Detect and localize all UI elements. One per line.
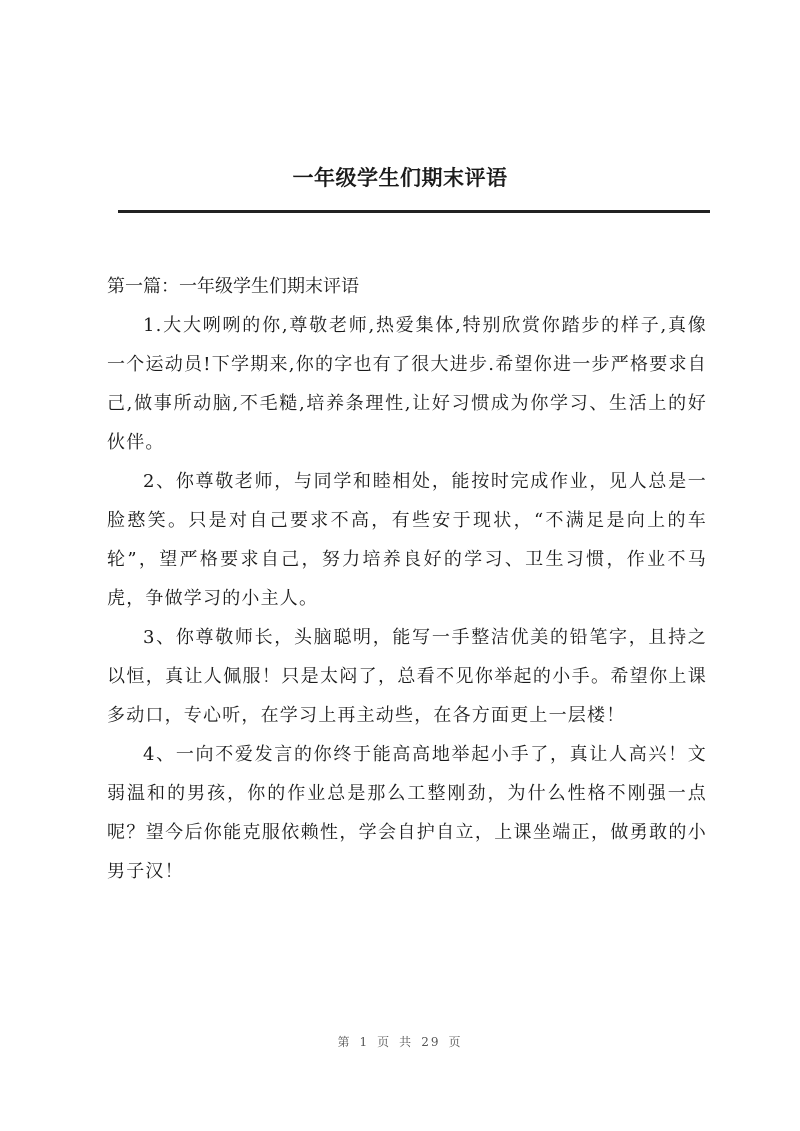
footer-total-suffix: 页	[448, 1035, 463, 1049]
comment-paragraph-4: 4、一向不爱发言的你终于能高高地举起小手了，真让人高兴！文弱温和的男孩，你的作业总是那么工整刚劲，为什么性格不刚强一点呢？望今后你能克服依赖性，学会自护自立，上课坐端正，做勇敢的小男子汉！	[107, 744, 707, 882]
title-divider	[118, 210, 710, 213]
comment-paragraph-3: 3、你尊敬师长，头脑聪明，能写一手整洁优美的铅笔字，且持之以恒，真让人佩服！只是太闷了，总看不见你举起的小手。希望你上课多动口，专心听，在学习上再主动些，在各方面更上一层楼！	[107, 627, 707, 726]
footer-page-suffix: 页	[377, 1035, 392, 1049]
footer-page-label: 第	[337, 1035, 352, 1049]
page-footer	[0, 1033, 800, 1050]
footer-total-pages: 29	[421, 1035, 441, 1049]
document-title: 一年级学生们期末评语	[292, 165, 508, 190]
comment-paragraph-2: 2、你尊敬老师，与同学和睦相处，能按时完成作业，见人总是一脸憨笑。只是对自己要求不高，有些安于现状，“不满足是向上的车轮”，望严格要求自己，努力培养良好的学习、卫生习惯，作业不马虎，争做学习的小主人。	[107, 471, 707, 609]
section-heading: 第一篇：一年级学生们期末评语	[107, 276, 359, 297]
footer-current-page: 1	[359, 1035, 370, 1049]
footer-total-label: 共	[399, 1035, 414, 1049]
document-body	[107, 268, 707, 891]
comment-paragraph-1: 1.大大咧咧的你,尊敬老师,热爱集体,特别欣赏你踏步的样子,真像一个运动员!下学期来,你的字也有了很大进步.希望你进一步严格要求自己,做事所动脑,不毛糙,培养条理性,让好习惯成为你学习、生活上的好伙伴。	[107, 315, 707, 453]
